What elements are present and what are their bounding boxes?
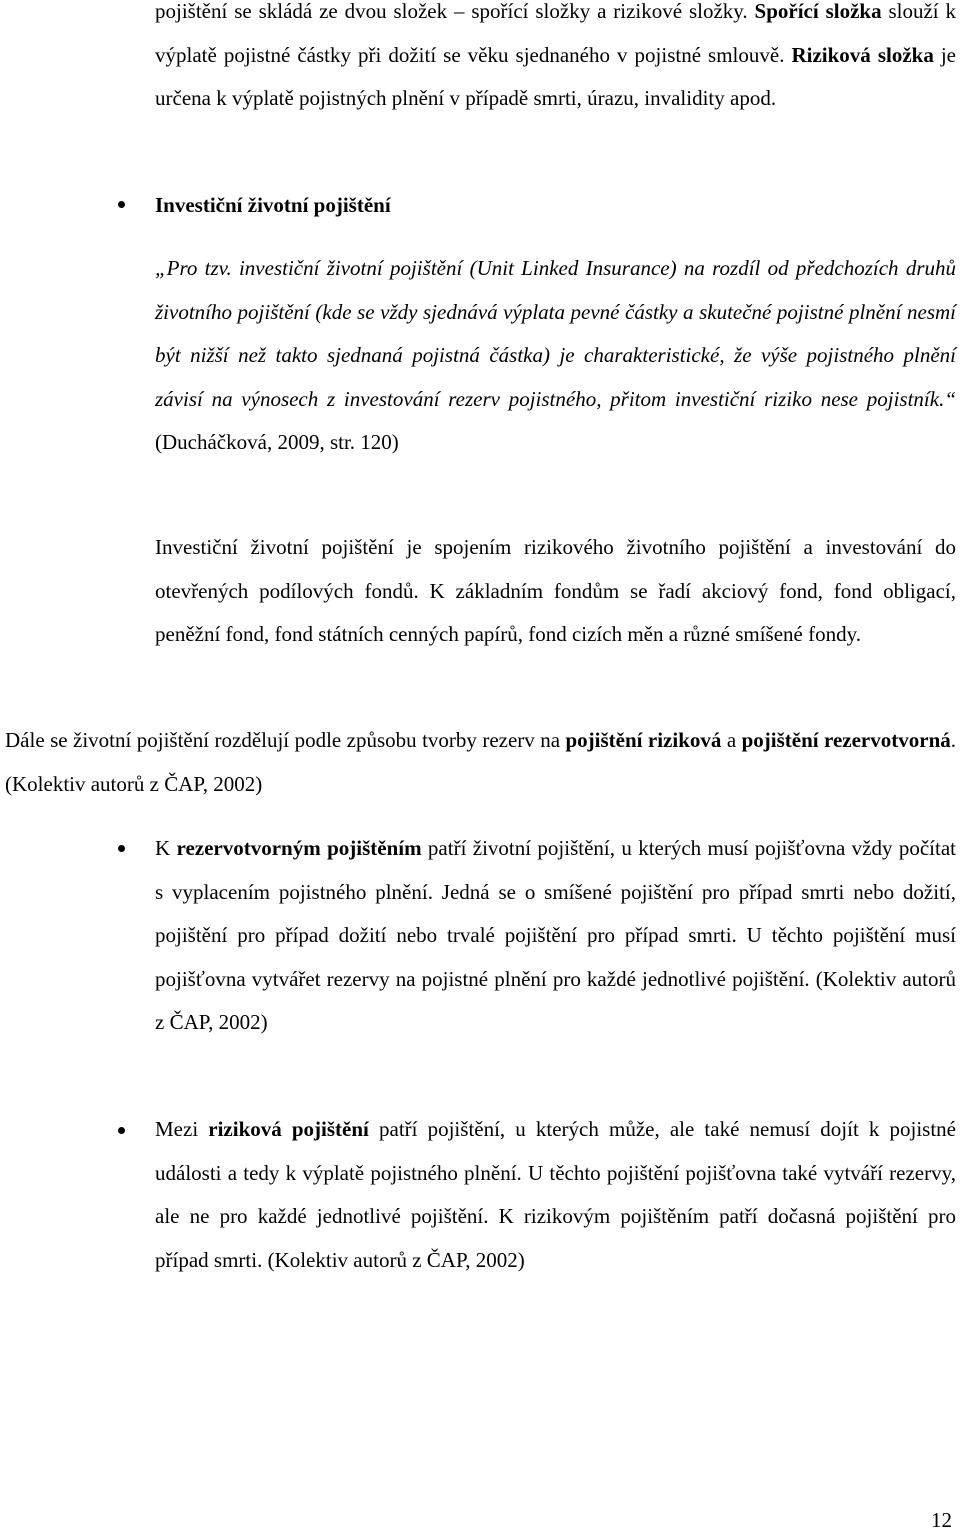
text: a: [721, 728, 742, 752]
text: . (Kolektiv autorů z ČAP, 2002): [5, 728, 956, 796]
text: pojištění se skládá ze dvou složek – spořící složky a rizikové složky.: [155, 0, 755, 23]
bullet-icon: [118, 845, 125, 852]
paragraph-savings-risk: [155, 0, 956, 121]
bold-term: Riziková složka: [791, 42, 934, 67]
list-item-reserve-insurance: [155, 827, 956, 1045]
bold-term: riziková pojištění: [208, 1117, 369, 1141]
bold-term: pojištění rezervotvorná: [741, 728, 951, 752]
bullet-heading: Investiční životní pojištění: [155, 193, 391, 217]
list-item-risk-insurance: [155, 1108, 956, 1282]
bold-term: rezervotvorným pojištěním: [176, 836, 422, 860]
page-number: 12: [931, 1508, 952, 1532]
text: patří pojištění, u kterých může, ale také nemusí dojít k pojistné události a tedy k výplatě pojistného plnění. U těchto pojištění pojišťovna také vytváří rezervy, ale ne pro každé jednotlivé pojištění. K rizikovým pojištěním patří dočasná pojištění pro případ smrti. (Kolektiv autorů z ČAP, 2002): [155, 1117, 957, 1272]
bold-term: Spořící složka: [754, 0, 882, 23]
quote-paragraph: [155, 247, 956, 465]
bullet-icon: [118, 201, 125, 208]
bullet-icon: [118, 1127, 125, 1134]
paragraph-investment: Investiční životní pojištění je spojením rizikového životního pojištění a investování do otevřených podílových fondů. K základním fondům se řadí akciový fond, fond obligací, peněžní fond, fond státních cenných papírů, fond cizích měn a různé smíšené fondy.: [155, 535, 956, 646]
text: patří životní pojištění, u kterých musí pojišťovna vždy počítat s vyplacením pojistného plnění. Jedná se o smíšené pojištění pro případ smrti nebo dožití, pojištění pro případ dožití nebo trvalé pojištění pro případ smrti. U těchto pojištění musí pojišťovna vytvářet rezervy na pojistné plnění pro každé jednotlivé pojištění. (Kolektiv autorů z ČAP, 2002): [155, 836, 956, 1034]
quote-citation: (Ducháčková, 2009, str. 120): [155, 430, 399, 454]
text: Mezi: [155, 1117, 209, 1141]
bold-term: pojištění riziková: [565, 728, 722, 752]
text: je určena k výplatě pojistných plnění v případě smrti, úrazu, invalidity apod.: [155, 42, 956, 110]
quote-text: „Pro tzv. investiční životní pojištění (Unit Linked Insurance) na rozdíl od předchozích druhů životního pojištění (kde se vždy sjednává výplata pevné částky a skutečné pojistné plnění nesmí být nižší než takto sjednaná pojistná částka) je charakteristické, že výše pojistného plnění závisí na výnosech z investování rezerv pojistného, přitom investiční riziko nese pojistník.“: [155, 256, 956, 411]
text: Dále se životní pojištění rozdělují podle způsobu tvorby rezerv na: [5, 728, 566, 752]
text: slouží k výplatě pojistné částky při dožití se věku sjednaného v pojistné smlouvě.: [155, 0, 956, 67]
text: K: [155, 836, 177, 860]
paragraph-reserves: [5, 719, 956, 806]
